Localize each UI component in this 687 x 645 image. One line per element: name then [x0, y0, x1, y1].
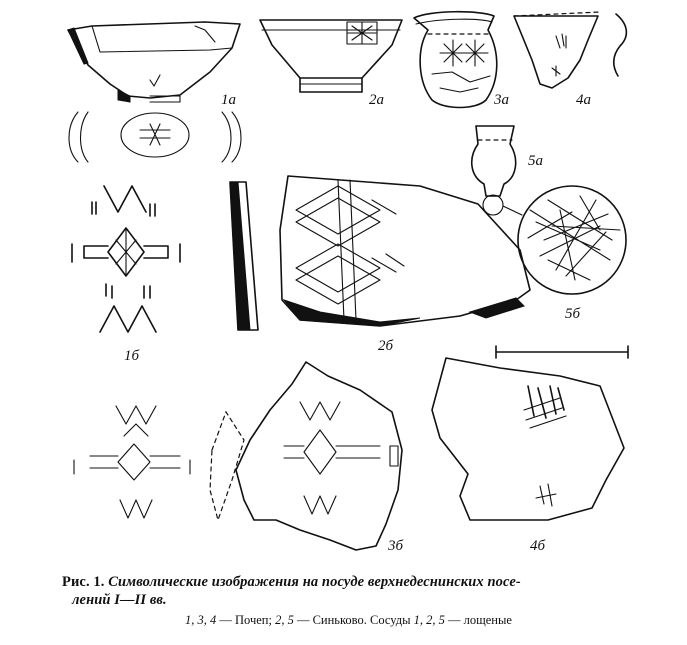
figure-caption-title	[62, 573, 687, 609]
caption-note-tail: — лощеные	[444, 613, 512, 627]
panel-label-3b: 3б	[388, 538, 404, 554]
figure-caption-note	[185, 613, 687, 628]
panel-label-1b: 1б	[124, 348, 140, 364]
panel-label-2a: 2а	[369, 92, 384, 108]
ornament-3b-left	[74, 406, 190, 518]
caption-note-nums-a: 1, 3, 4	[185, 613, 217, 627]
magnified-circle-5b	[518, 186, 626, 294]
caption-note-site-b: — Синьково. Сосуды	[293, 613, 414, 627]
vessel-3a-drawing	[414, 12, 497, 108]
panel-label-5a: 5а	[528, 153, 543, 169]
panel-label-5b: 5б	[565, 306, 581, 322]
panel-label-4b: 4б	[530, 538, 546, 554]
caption-title-line2: лений I—II вв.	[72, 592, 167, 608]
caption-title-line1: Символические изображения на посуде верхнедеснинских посе-	[108, 574, 521, 590]
caption-figure-number: Рис. 1.	[62, 574, 105, 590]
scale-bar	[496, 346, 628, 358]
sherd-4b-drawing	[432, 358, 624, 520]
vessel-4a-drawing	[514, 12, 626, 88]
vessel-5a-drawing	[472, 126, 522, 215]
caption-note-site-a: — Почеп;	[216, 613, 276, 627]
vessel-2a-drawing	[260, 20, 402, 92]
panel-label-1a: 1а	[221, 92, 236, 108]
panel-label-4a: 4а	[576, 92, 591, 108]
fragment-3b-drawing	[210, 362, 402, 550]
panel-label-2b: 2б	[378, 338, 394, 354]
vessel-1a-drawing	[68, 22, 241, 162]
panel-label-3a: 3а	[494, 92, 509, 108]
caption-note-nums-b: 2, 5	[275, 613, 294, 627]
ornament-1b-drawing	[72, 186, 180, 332]
caption-note-nums-c: 1, 2, 5	[413, 613, 445, 627]
